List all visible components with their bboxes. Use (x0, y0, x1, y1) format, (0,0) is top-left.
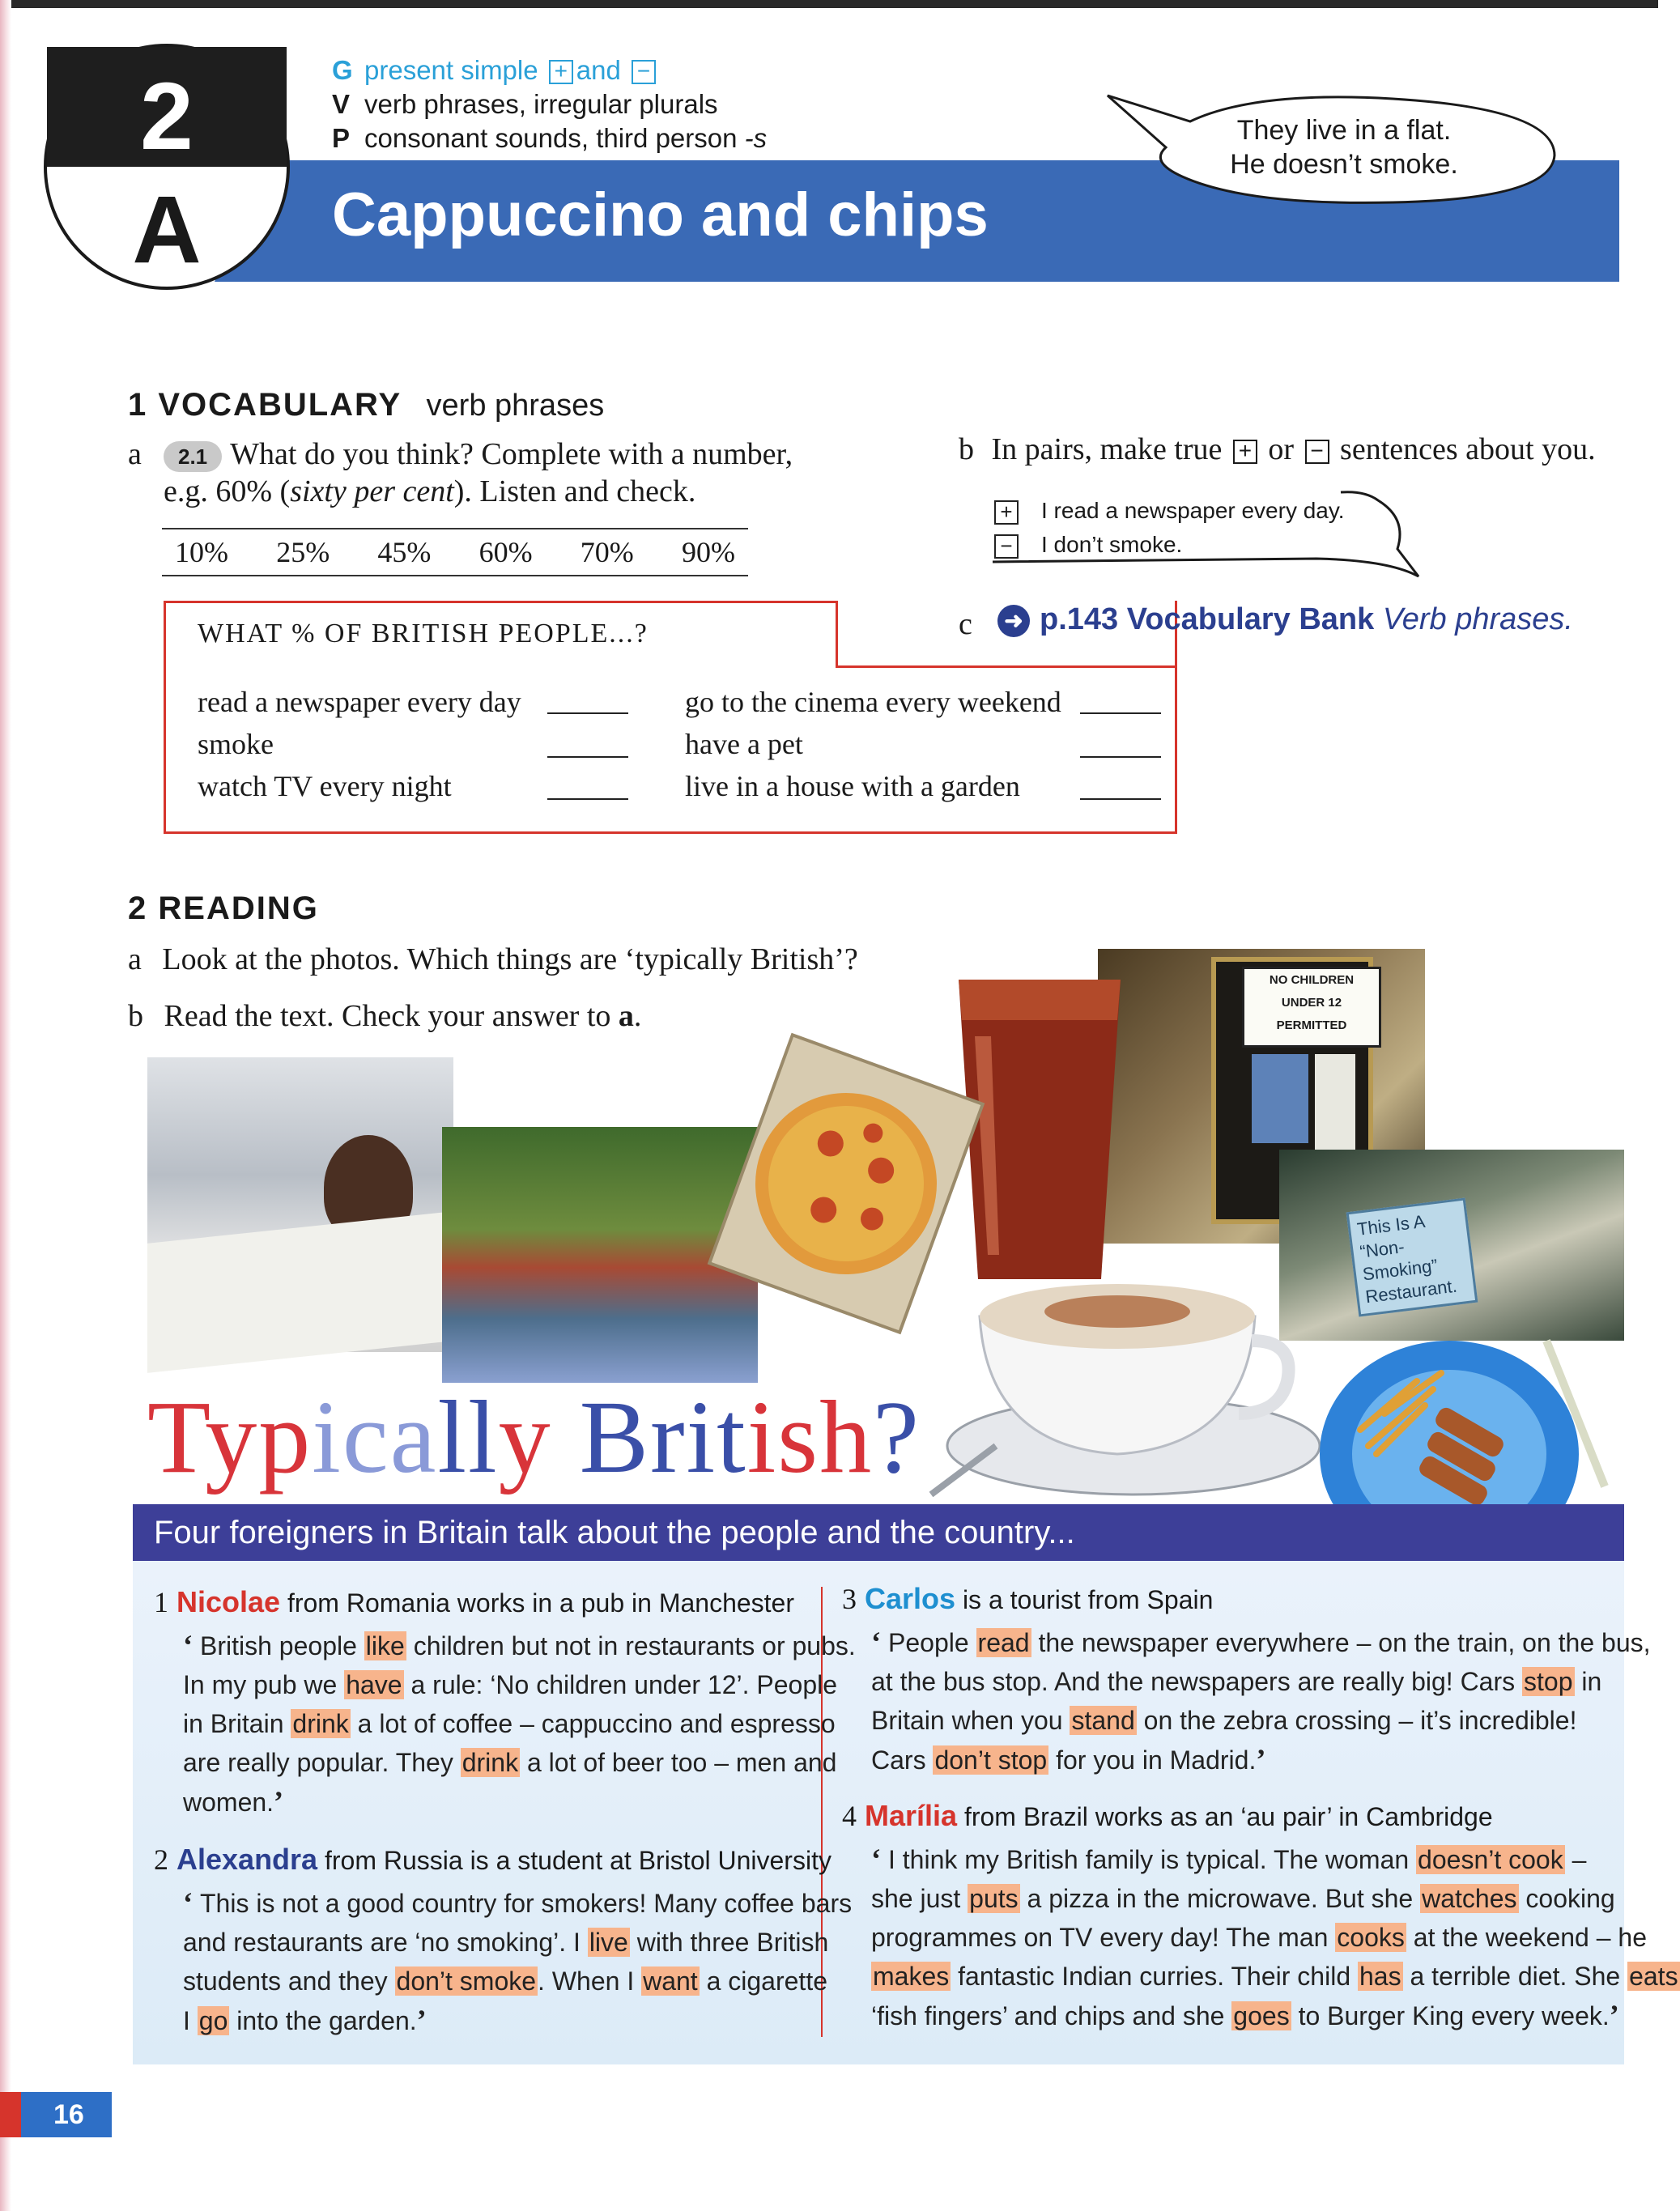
answer-blank[interactable] (1080, 756, 1161, 758)
quote-text: This is not a good country for smokers! Many coffee bars (200, 1889, 853, 1918)
close-quote-mark: ’ (1256, 1743, 1266, 1775)
article-title (147, 1378, 921, 1497)
person-intro: is a tourist from Spain (962, 1585, 1214, 1614)
vocab-a-text-1: What do you think? Complete with a number, (230, 437, 793, 471)
vocabulary-focus (332, 87, 718, 121)
vocab-text: verb phrases, irregular plurals (364, 89, 718, 119)
person-quote (871, 1839, 1680, 2035)
open-quote-mark: ‘ (183, 1629, 200, 1661)
highlighted-verb: live (589, 1928, 628, 1957)
answer-blank[interactable] (1080, 798, 1161, 800)
sign-line: “Non-Smoking” (1359, 1236, 1439, 1285)
answer-blank[interactable] (547, 798, 628, 800)
quote-text: People (888, 1628, 976, 1657)
highlighted-verb: have (346, 1670, 402, 1699)
quote-line (183, 1704, 856, 1743)
quote-text: – (1564, 1845, 1587, 1874)
quote-text: . When I (538, 1967, 642, 1996)
grammar-and: and (576, 55, 621, 85)
quiz-item: smoke (198, 728, 274, 760)
quote-text: to Burger King every week. (1291, 2001, 1610, 2030)
vocabulary-heading (128, 387, 604, 423)
pronunciation-focus (332, 121, 767, 155)
sign-line: This Is A (1355, 1210, 1427, 1239)
person-block-1 (154, 1585, 856, 1822)
minus-box-icon: − (632, 60, 656, 84)
person-quote (183, 1883, 852, 2040)
highlighted-verb: drink (461, 1748, 519, 1777)
quote-text: children but not in restaurants or pubs. (406, 1631, 856, 1660)
person-name: Marília (865, 1799, 958, 1832)
quote-line (871, 1622, 1651, 1662)
percent-option: 45% (377, 536, 432, 568)
quote-text: and restaurants are ‘no smoking’. I (183, 1928, 588, 1957)
percent-option: 10% (175, 536, 228, 568)
pron-suffix: -s (744, 123, 768, 153)
man-reading-newspaper-photo (147, 1057, 453, 1352)
grammar-text: present simple (364, 55, 538, 85)
page-binding-edge (0, 0, 11, 2211)
quote-line (871, 1701, 1651, 1740)
section-number: 2 (128, 891, 148, 926)
unit-letter: A (132, 176, 202, 283)
close-quote-mark: ’ (1609, 1999, 1619, 2031)
percentage-options (162, 528, 748, 576)
reading-b-letter: b (128, 999, 143, 1033)
quote-line (871, 1839, 1680, 1879)
vocab-b-line (959, 431, 1596, 468)
reading-b-end: . (633, 999, 642, 1033)
person-quote (871, 1622, 1651, 1779)
quote-line (183, 1962, 852, 2001)
person-block-4 (842, 1799, 1680, 2035)
title-segment: ll (437, 1380, 499, 1495)
vocabulary-bank-link[interactable] (997, 602, 1573, 637)
quote-line (183, 1743, 856, 1782)
quote-text: ‘fish fingers’ and chips and she (871, 2001, 1232, 2030)
person-intro: from Russia is a student at Bristol University (324, 1846, 831, 1875)
title-segment: ica (312, 1380, 438, 1495)
quiz-box-border (836, 601, 838, 667)
quote-text: British people (200, 1631, 364, 1660)
bubble-line-2: He doesn’t smoke. (1230, 149, 1458, 180)
quote-text: In my pub we (183, 1670, 345, 1699)
sign-line: NO CHILDREN (1269, 973, 1355, 987)
quote-text: I (183, 2006, 198, 2035)
percent-option: 70% (580, 536, 634, 568)
pron-key: P (332, 123, 351, 153)
section-title: VOCABULARY (158, 387, 402, 423)
quote-line (871, 1996, 1680, 2035)
quiz-box-border (164, 601, 837, 603)
sign-line: PERMITTED (1276, 1018, 1347, 1032)
unit-number: 2 (140, 63, 194, 170)
person-intro: from Romania works in a pub in Manchester (287, 1588, 794, 1618)
quote-text: fantastic Indian curries. Their child (951, 1962, 1358, 1991)
quiz-item: go to the cinema every weekend (685, 686, 1061, 718)
section-subtitle: verb phrases (426, 389, 605, 423)
percent-option: 90% (681, 536, 735, 568)
page-top-edge (0, 0, 1658, 8)
quote-text: a pizza in the microwave. But she (1019, 1884, 1421, 1913)
highlighted-verb: watches (1422, 1884, 1517, 1913)
plus-box-icon: + (994, 500, 1019, 525)
person-block-2 (154, 1843, 852, 2040)
cappuccino-photo (931, 1260, 1336, 1503)
highlighted-verb: go (198, 2006, 228, 2035)
open-quote-mark: ‘ (871, 1843, 888, 1875)
quote-text: a terrible diet. She (1402, 1962, 1628, 1991)
reading-a-text: Look at the photos. Which things are ‘typically British’? (162, 942, 858, 976)
quote-line (871, 1740, 1651, 1779)
highlighted-verb: eats (1629, 1962, 1678, 1991)
grammar-key: G (332, 55, 353, 85)
quote-text: at the weekend – he (1406, 1923, 1647, 1952)
vocab-a-line-2 (164, 473, 695, 510)
percent-option: 25% (276, 536, 330, 568)
plus-box-icon: + (1233, 440, 1257, 464)
person-number: 2 (154, 1843, 168, 1876)
quote-line (871, 1918, 1680, 1957)
highlighted-verb: don’t stop (934, 1745, 1048, 1775)
vocab-bank-link-italic: Verb phrases. (1382, 602, 1573, 636)
person-intro: from Brazil works as an ‘au pair’ in Cambridge (963, 1802, 1493, 1831)
quote-text: cooking (1518, 1884, 1615, 1913)
quote-line (183, 1923, 852, 1962)
quote-line (183, 1626, 856, 1665)
reading-b-text: Read the text. Check your answer to (164, 999, 611, 1033)
quote-text: in (1574, 1667, 1602, 1696)
quote-text: at the bus stop. And the newspapers are really big! Cars (871, 1667, 1523, 1696)
quote-text: are really popular. They (183, 1748, 461, 1777)
quote-line (871, 1957, 1680, 1996)
quiz-box-border (836, 665, 1177, 668)
quiz-item: live in a house with a garden (685, 770, 1020, 802)
percent-option: 60% (478, 536, 533, 568)
quote-text: into the garden. (229, 2006, 417, 2035)
title-segment: Brit (579, 1380, 747, 1495)
quote-text: she just (871, 1884, 968, 1913)
open-quote-mark: ‘ (871, 1626, 888, 1658)
vocab-a-text-2a: e.g. 60% ( (164, 474, 291, 508)
person-heading (842, 1582, 1651, 1616)
quote-line (183, 1782, 856, 1822)
vocab-a-text-2c: ). Listen and check. (453, 474, 696, 508)
quote-text: women. (183, 1788, 274, 1817)
close-quote-mark: ’ (274, 1785, 284, 1818)
title-segment: y (498, 1380, 580, 1495)
bubble-line-1: They live in a flat. (1236, 115, 1452, 146)
audio-track-badge[interactable]: 2.1 (164, 441, 222, 472)
highlighted-verb: stand (1071, 1706, 1135, 1735)
quote-text: a rule: ‘No children under 12’. People (403, 1670, 838, 1699)
quiz-item: read a newspaper every day (198, 686, 521, 718)
vocab-b-text-2: sentences about you. (1340, 432, 1596, 466)
example-plus: I read a newspaper every day. (1041, 498, 1345, 523)
quote-text: a lot of coffee – cappuccino and espresso (350, 1709, 836, 1738)
reading-b (128, 997, 641, 1035)
quote-text: Britain when you (871, 1706, 1070, 1735)
highlighted-verb: don’t smoke (396, 1967, 537, 1996)
pron-text: consonant sounds, third person (364, 123, 738, 153)
vocab-a-letter: a (128, 437, 142, 471)
page-number: 16 (0, 2092, 112, 2137)
quote-text: for you in Madrid. (1048, 1745, 1257, 1775)
plus-box-icon: + (549, 60, 573, 84)
vocab-b-or: or (1268, 432, 1295, 466)
unit-badge (44, 44, 290, 290)
highlighted-verb: like (365, 1631, 405, 1660)
quote-line (871, 1662, 1651, 1701)
arrow-right-icon: ➜ (997, 605, 1030, 637)
no-children-sign (1242, 967, 1381, 1048)
article-strapline: Four foreigners in Britain talk about the people and the country... (133, 1504, 1624, 1561)
person-name: Nicolae (177, 1585, 281, 1618)
sign-line: UNDER 12 (1281, 996, 1342, 1010)
non-smoking-sign (1346, 1197, 1478, 1316)
quote-text: with three British (629, 1928, 829, 1957)
answer-blank[interactable] (1080, 712, 1161, 714)
house-with-garden-photo (442, 1127, 758, 1383)
person-number: 3 (842, 1583, 857, 1615)
person-number: 4 (842, 1800, 857, 1832)
page-number-tab (0, 2092, 21, 2137)
section-title: READING (158, 891, 319, 926)
quiz-item: watch TV every night (198, 770, 452, 802)
section-number: 1 (128, 387, 148, 423)
quote-text: programmes on TV every day! The man (871, 1923, 1336, 1952)
highlighted-verb: drink (292, 1709, 349, 1738)
quote-line (183, 2001, 852, 2040)
person-heading (154, 1843, 852, 1877)
quote-text: on the zebra crossing – it’s incredible! (1136, 1706, 1577, 1735)
quote-line (183, 1665, 856, 1704)
quote-text: students and they (183, 1967, 395, 1996)
reading-b-ref: a (618, 999, 634, 1033)
example-sentences (994, 494, 1345, 562)
highlighted-verb: goes (1233, 2001, 1290, 2030)
highlighted-verb: makes (873, 1962, 950, 1991)
minus-box-icon: − (1305, 440, 1329, 464)
title-segment: ish (746, 1380, 874, 1495)
open-quote-mark: ‘ (183, 1886, 200, 1919)
example-minus: I don’t smoke. (1041, 532, 1183, 557)
person-heading (154, 1585, 856, 1619)
minus-box-icon: − (994, 534, 1019, 559)
vocab-b-letter: b (959, 432, 974, 466)
quiz-heading: WHAT % OF BRITISH PEOPLE...? (198, 619, 649, 648)
person-heading (842, 1799, 1680, 1833)
quote-text: a lot of beer too – men and (520, 1748, 837, 1777)
quote-text: a cigarette (699, 1967, 827, 1996)
grammar-focus (332, 53, 659, 87)
title-segment: ? (873, 1380, 921, 1495)
answer-blank[interactable] (547, 756, 628, 758)
vocab-a-text-2b: sixty per cent (290, 474, 454, 508)
title-segment: Typ (147, 1380, 313, 1495)
close-quote-mark: ’ (416, 2004, 427, 2036)
highlighted-verb: stop (1524, 1667, 1573, 1696)
vocab-b-text-1: In pairs, make true (991, 432, 1223, 466)
vocab-c-letter: c (959, 607, 972, 641)
highlighted-verb: want (643, 1967, 698, 1996)
highlighted-verb: cooks (1337, 1923, 1405, 1952)
vocab-a-line-1 (164, 436, 793, 473)
vocab-key: V (332, 89, 351, 119)
person-name: Alexandra (177, 1843, 318, 1876)
quiz-item: have a pet (685, 728, 803, 760)
reading-a-letter: a (128, 942, 142, 976)
reading-a (128, 941, 858, 978)
bubble-text (1150, 113, 1538, 181)
quote-line (871, 1879, 1680, 1918)
highlighted-verb: read (977, 1628, 1030, 1657)
reading-heading (128, 891, 319, 927)
person-block-3 (842, 1582, 1651, 1779)
person-name: Carlos (865, 1582, 956, 1615)
highlighted-verb: doesn’t cook (1418, 1845, 1563, 1874)
person-number: 1 (154, 1586, 168, 1618)
sign-line: Restaurant. (1364, 1275, 1458, 1307)
lesson-title: Cappuccino and chips (332, 181, 989, 249)
quote-text: I think my British family is typical. The woman (888, 1845, 1417, 1874)
quote-text: Cars (871, 1745, 934, 1775)
quote-text: in Britain (183, 1709, 291, 1738)
vocab-bank-link-text: p.143 Vocabulary Bank (1040, 602, 1375, 636)
person-quote (183, 1626, 856, 1822)
highlighted-verb: has (1359, 1962, 1401, 1991)
answer-blank[interactable] (547, 712, 628, 714)
quote-text: the newspaper everywhere – on the train, on the bus, (1031, 1628, 1651, 1657)
quote-line (183, 1883, 852, 1923)
highlighted-verb: puts (969, 1884, 1019, 1913)
